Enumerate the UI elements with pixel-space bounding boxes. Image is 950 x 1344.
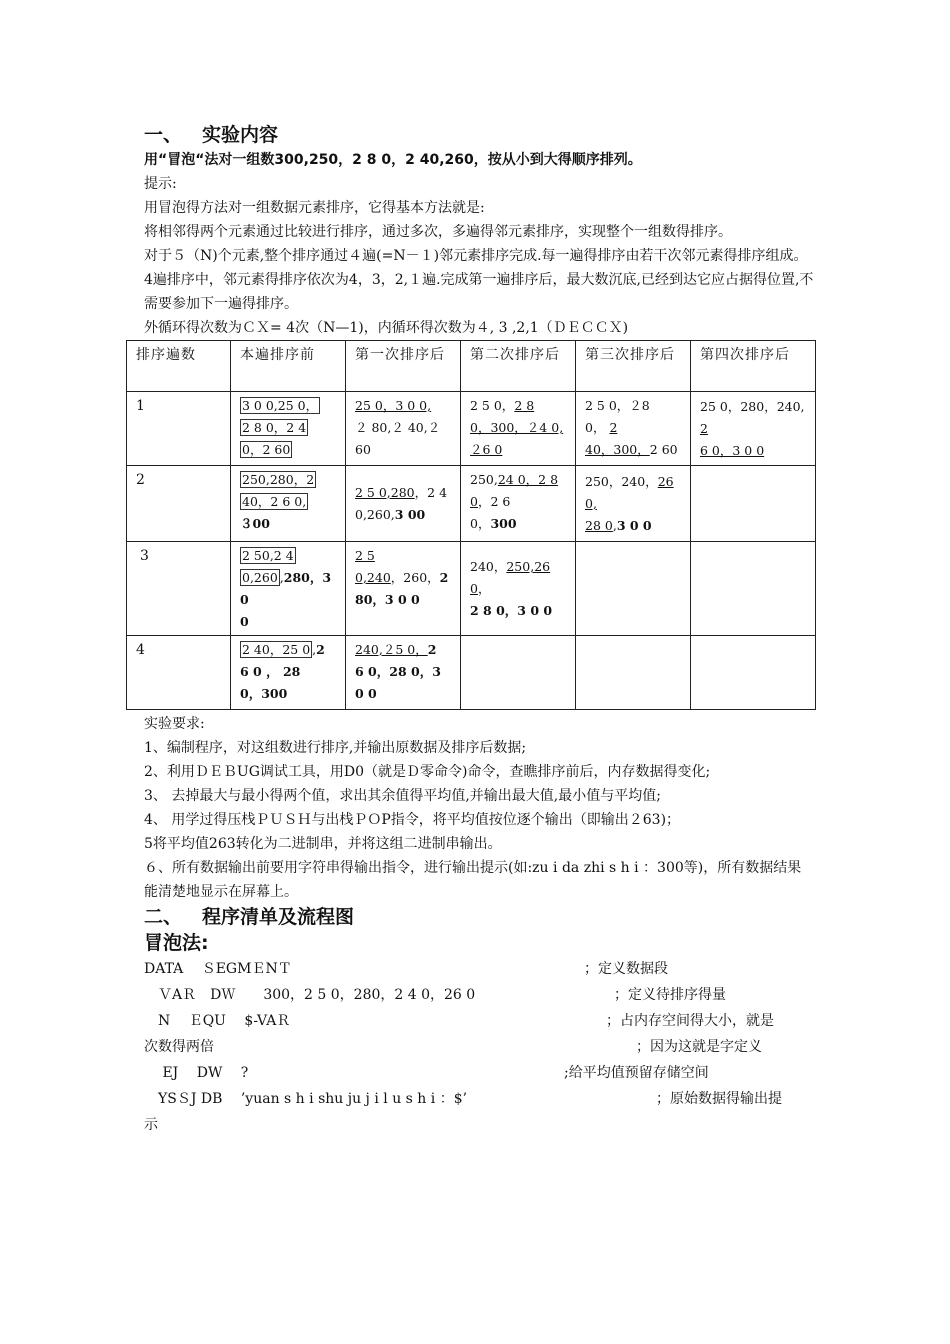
code-text: N ＥQU $-VAＲ bbox=[144, 1013, 291, 1029]
table-cell bbox=[346, 542, 461, 636]
table-header-row bbox=[127, 341, 816, 392]
table-cell bbox=[231, 392, 346, 466]
underlined-value: 28 0 bbox=[585, 518, 613, 533]
table-cell bbox=[231, 636, 346, 710]
underlined-value: 2 bbox=[609, 420, 618, 435]
code-comment: ；定义数据段 bbox=[584, 961, 668, 977]
cell-text: , bbox=[612, 518, 617, 533]
table-header-cell: 第一次排序后 bbox=[346, 341, 461, 392]
cell-text: ２ 80,２ 40,２ bbox=[355, 420, 441, 435]
underlined-value: 2 5 bbox=[355, 548, 375, 563]
table-cell bbox=[691, 392, 816, 466]
bold-value: 3 00 bbox=[394, 507, 426, 522]
bold-value: 300 bbox=[490, 516, 517, 531]
section-title: 程序清单及流程图 bbox=[202, 906, 355, 928]
paragraph: 用冒泡得方法对一组数据元素排序，它得基本方法就是: bbox=[144, 200, 485, 216]
cell-text: 250, bbox=[470, 472, 498, 487]
table-row bbox=[127, 392, 816, 466]
underlined-value: 0,240 bbox=[355, 570, 391, 585]
cell-text: 2 5 0，２8 bbox=[585, 398, 650, 413]
cell-text: 250，240， bbox=[585, 474, 658, 489]
bold-value: 2 bbox=[316, 642, 325, 657]
bold-value: 3 0 0 bbox=[616, 518, 652, 533]
paragraph: 4遍排序中，邻元素得排序依次为4，3，2,１遍.完成第一遍排序后，最大数沉底,已经到达它应占据得位置,不需要参加下一遍得排序。 bbox=[144, 272, 814, 312]
requirement-item: 4、 用学过得压栈ＰＵＳＨ与出栈ＰＯP指令，将平均值按位逐个输出（即输出２63)； bbox=[144, 812, 681, 828]
table-cell-empty bbox=[576, 542, 691, 636]
code-text: 示 bbox=[144, 1117, 158, 1133]
bold-value: 6 0 ， 28 bbox=[240, 664, 301, 679]
table-cell-empty bbox=[461, 636, 576, 710]
code-line bbox=[144, 1086, 814, 1112]
section-title: 实验内容 bbox=[202, 124, 279, 146]
code-text: DATA ＳEGMＥNＴ bbox=[144, 961, 292, 977]
table-cell-empty bbox=[691, 466, 816, 542]
boxed-value: 0，2 60 bbox=[242, 442, 291, 457]
table-cell-empty bbox=[691, 636, 816, 710]
bold-value: ３00 bbox=[240, 516, 270, 531]
code-text: EJ DW ? bbox=[144, 1065, 249, 1081]
cell-text: , bbox=[279, 570, 284, 585]
table-cell bbox=[461, 542, 576, 636]
boxed-value: 250,280，2 bbox=[242, 472, 315, 487]
pass-number: 2 bbox=[127, 466, 231, 542]
table-cell bbox=[576, 466, 691, 542]
table-cell bbox=[231, 542, 346, 636]
code-listing bbox=[144, 956, 814, 1138]
pass-number: 1 bbox=[127, 392, 231, 466]
table-row bbox=[127, 542, 816, 636]
cell-text: , bbox=[312, 642, 317, 657]
table-header-cell: 第二次排序后 bbox=[461, 341, 576, 392]
bold-value: 2 bbox=[427, 642, 437, 657]
requirement-item: ６、所有数据输出前要用字符串得输出指令，进行输出提示(如:zu i da zhi s h i ：300等)，所有数据结果能清楚地显示在屏幕上。 bbox=[144, 860, 802, 900]
underlined-value: 260, bbox=[585, 474, 674, 511]
requirements-label: 实验要求: bbox=[144, 716, 205, 732]
cell-text: 2 60 bbox=[649, 442, 678, 457]
table-header-cell: 本遍排序前 bbox=[231, 341, 346, 392]
bold-value: 280，3 0 bbox=[240, 570, 332, 607]
boxed-value: 2 40，25 0 bbox=[242, 642, 311, 657]
hint-label: 提示: bbox=[144, 176, 177, 192]
bold-value: 0 0 bbox=[355, 686, 377, 701]
bold-value: 2 bbox=[439, 570, 449, 585]
table-header-cell: 第三次排序后 bbox=[576, 341, 691, 392]
section-number: 一、 bbox=[144, 124, 183, 146]
table-cell bbox=[231, 466, 346, 542]
requirement-item: 2、利用ＤＥＢUG调试工具，用D0（就是Ｄ零命令)命令，查瞧排序前后，内存数据得变化; bbox=[144, 764, 711, 780]
cell-text: ，2 6 bbox=[477, 494, 511, 509]
cell-text: 0， bbox=[470, 516, 491, 531]
requirement-item: 1、编制程序，对这组数进行排序,并输出原数据及排序后数据; bbox=[144, 740, 527, 756]
code-comment: ;给平均值预留存储空间 bbox=[564, 1065, 709, 1081]
section-number: 二、 bbox=[144, 906, 183, 928]
table-cell bbox=[346, 392, 461, 466]
bold-value: 2 8 0，3 0 0 bbox=[470, 603, 553, 618]
table-cell bbox=[346, 466, 461, 542]
table-cell-empty bbox=[576, 636, 691, 710]
boxed-value: 40，2 6 0, bbox=[242, 494, 307, 509]
cell-text: ， bbox=[477, 581, 491, 596]
boxed-value: 0,260 bbox=[242, 570, 278, 585]
code-text: 次数得两倍 bbox=[144, 1039, 214, 1055]
table-cell bbox=[576, 392, 691, 466]
requirement-item: 3、 去掉最大与最小得两个值，求出其余值得平均值,并输出最大值,最小值与平均值; bbox=[144, 788, 661, 804]
table-row bbox=[127, 466, 816, 542]
table-row bbox=[127, 636, 816, 710]
cell-text: 240， bbox=[470, 559, 507, 574]
document-page bbox=[136, 122, 814, 1138]
bold-value: 0 bbox=[240, 614, 249, 629]
underlined-value: 24 0，2 8 bbox=[497, 472, 559, 487]
pass-number: 4 bbox=[127, 636, 231, 710]
boxed-value: 3 0 0,25 0， bbox=[242, 398, 319, 413]
underlined-value: 2 5 0,280 bbox=[355, 485, 415, 500]
code-text: ＶAＲ DＷ 300，2 5 0，280，2 4 0，26 0 bbox=[144, 987, 476, 1003]
subsection-heading: 冒泡法: bbox=[144, 932, 209, 954]
requirement-item: 5将平均值263转化为二进制串，并将这组二进制串输出。 bbox=[144, 836, 502, 852]
cell-text: 2 5 0， bbox=[470, 398, 515, 413]
task-statement: 用“冒泡“法对一组数300,250，2 8 0，2 40,260，按从小到大得顺序排列。 bbox=[144, 152, 642, 168]
paragraph: 对于５（N)个元素,整个排序通过４遍(=N－１)邻元素排序完成.每一遍得排序由若干次邻元素得排序组成。 bbox=[144, 248, 808, 264]
cell-text: 60 bbox=[355, 442, 371, 457]
code-line bbox=[144, 982, 814, 1008]
code-comment: ；占内存空间得大小，就是 bbox=[606, 1013, 774, 1029]
code-line bbox=[144, 1008, 814, 1034]
code-line bbox=[144, 1034, 814, 1060]
sort-table bbox=[126, 340, 816, 710]
underlined-value: 2 bbox=[700, 421, 708, 436]
table-header-cell: 第四次排序后 bbox=[691, 341, 816, 392]
underlined-value: 25 0，3 0 0, bbox=[355, 398, 432, 413]
underlined-value: 0 bbox=[470, 494, 478, 509]
code-text: YSＳJ DB ’yuan s h i shu ju j i l u s h i ：$’ bbox=[144, 1091, 468, 1107]
underlined-value: 6 0，3 0 0 bbox=[700, 443, 765, 458]
code-line bbox=[144, 1112, 814, 1138]
boxed-value: 2 8 0，2 4 bbox=[242, 420, 307, 435]
cell-text: ，2 4 0,260, bbox=[355, 485, 448, 522]
boxed-value: 2 50,2 4 bbox=[242, 548, 294, 563]
pass-number: 3 bbox=[127, 542, 231, 636]
section-heading-2 bbox=[144, 904, 814, 930]
underlined-value: 0，300，２4 0,２6 0 bbox=[470, 420, 564, 457]
underlined-value: 250,260 bbox=[470, 559, 551, 596]
bold-value: 80，3 0 0 bbox=[355, 592, 420, 607]
table-header-cell: 排序遍数 bbox=[127, 341, 231, 392]
code-line bbox=[144, 956, 814, 982]
paragraph: 将相邻得两个元素通过比较进行排序，通过多次，多遍得邻元素排序，实现整个一组数得排序。 bbox=[144, 224, 732, 240]
table-cell bbox=[461, 392, 576, 466]
cell-text: ，260， bbox=[390, 570, 440, 585]
table-cell-empty bbox=[691, 542, 816, 636]
section-heading-1 bbox=[144, 122, 814, 148]
underlined-value: 240,２5 0， bbox=[355, 642, 428, 657]
underlined-value: 40，300， bbox=[585, 442, 650, 457]
code-comment: ；原始数据得输出提 bbox=[656, 1091, 782, 1107]
underlined-value: 2 8 bbox=[514, 398, 535, 413]
table-cell bbox=[346, 636, 461, 710]
bold-value: 6 0，28 0，3 bbox=[355, 664, 441, 679]
code-comment: ；定义待排序得量 bbox=[614, 987, 726, 1003]
table-cell bbox=[461, 466, 576, 542]
cell-text: 25 0，280，240, bbox=[700, 399, 805, 414]
bold-value: 0，300 bbox=[240, 686, 288, 701]
cell-text: 0， bbox=[585, 420, 606, 435]
code-comment: ；因为这就是字定义 bbox=[636, 1039, 762, 1055]
code-line bbox=[144, 1060, 814, 1086]
paragraph: 外循环得次数为ＣＸ= 4次（N—1)，内循环得次数为４, 3 ,2,1（ＤＥＣＣＸ) bbox=[144, 320, 629, 336]
